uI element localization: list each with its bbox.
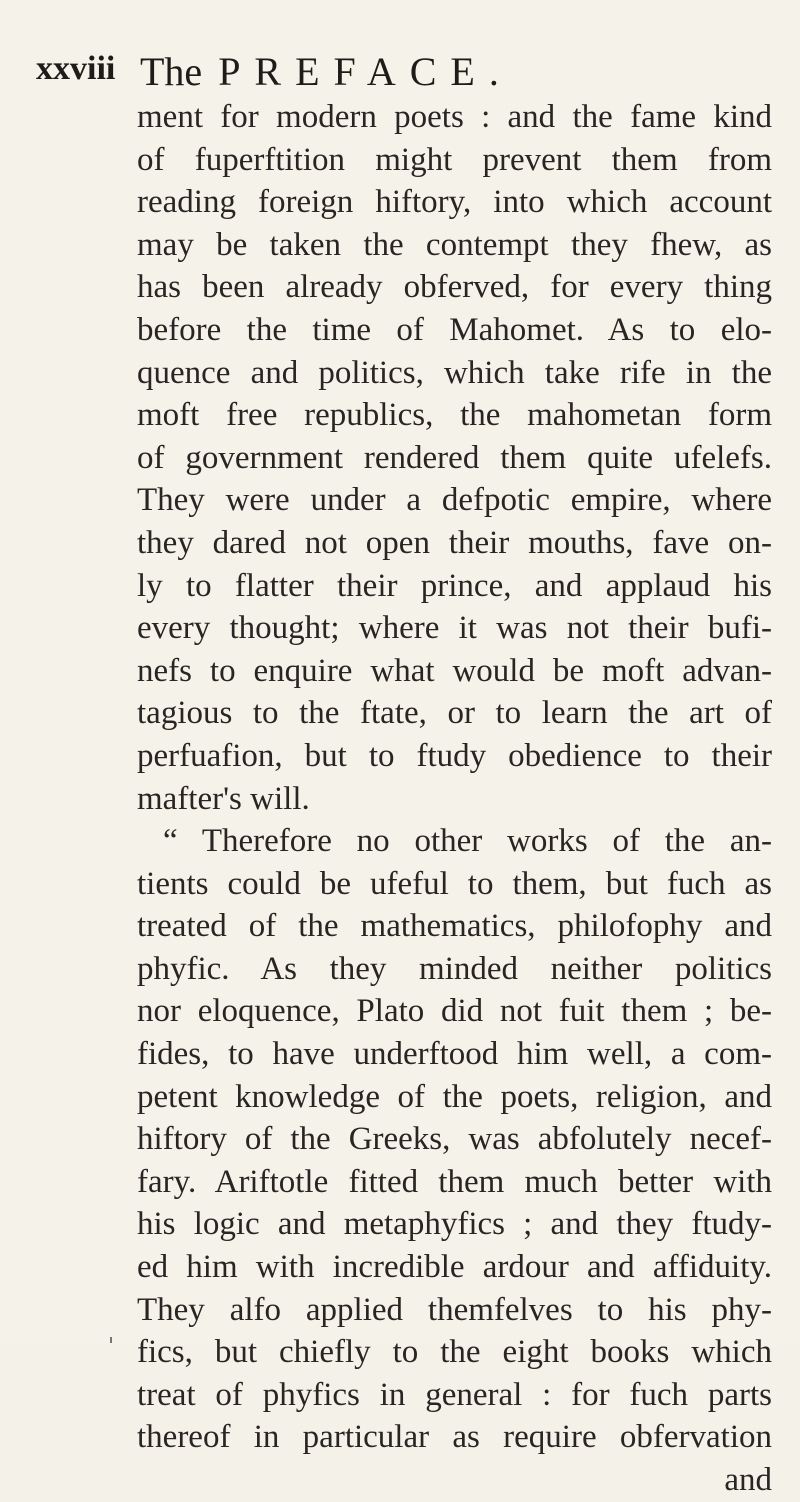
body-text: [137, 96, 772, 1502]
text-line: of fuperftition might prevent them from: [137, 141, 772, 178]
text-line: before the time of Mahomet. As to elo-: [137, 311, 772, 348]
page-header: [0, 48, 800, 94]
text-line: ed him with incredible ardour and affiduity.: [137, 1249, 772, 1286]
text-line: they dared not open their mouths, fave on-: [137, 524, 772, 561]
text-line: phyfic. As they minded neither politics: [137, 950, 772, 987]
paragraph-end-line: mafter's will.: [137, 780, 310, 817]
text-line: fics, but chiefly to the eight books which: [137, 1334, 772, 1371]
text-line: quence and politics, which take rife in the: [137, 354, 772, 391]
text-line: every thought; where it was not their bufi-: [137, 610, 772, 647]
text-line: ly to flatter their prince, and applaud his: [137, 567, 772, 604]
text-line: fides, to have underftood him well, a com-: [137, 1036, 772, 1073]
running-head: [140, 48, 513, 95]
text-line: thereof in particular as require obfervation: [137, 1419, 772, 1456]
text-line: treat of phyfics in general : for fuch parts: [137, 1376, 772, 1413]
page-number: xxviii: [36, 50, 116, 87]
text-line: nefs to enquire what would be moft advan-: [137, 652, 772, 689]
text-line: treated of the mathematics, philofophy and: [137, 908, 772, 945]
paragraph-start-line: “ Therefore no other works of the an-: [163, 823, 772, 860]
text-line: They alfo applied themfelves to his phy-: [137, 1291, 772, 1328]
text-line: They were under a defpotic empire, where: [137, 482, 772, 519]
text-line: perfuafion, but to ftudy obedience to their: [137, 737, 772, 774]
text-line: of government rendered them quite ufelefs.: [137, 439, 772, 476]
text-line: his logic and metaphyfics ; and they ftudy-: [137, 1206, 772, 1243]
text-line: tagious to the ftate, or to learn the art of: [137, 695, 772, 732]
text-line: petent knowledge of the poets, religion, and: [137, 1078, 772, 1115]
text-line: moft free republics, the mahometan form: [137, 397, 772, 434]
text-line: ment for modern poets : and the fame kind: [137, 99, 772, 135]
text-line: may be taken the contempt they fhew, as: [137, 226, 772, 263]
text-line: reading foreign hiftory, into which account: [137, 184, 772, 221]
running-head-title: PREFACE.: [218, 49, 513, 94]
text-line: tients could be ufeful to them, but fuch as: [137, 865, 772, 902]
text-line: hiftory of the Greeks, was abfolutely necef-: [137, 1121, 772, 1158]
text-line: fary. Ariftotle fitted them much better with: [137, 1163, 772, 1200]
text-line: nor eloquence, Plato did not fuit them ; be-: [137, 993, 772, 1030]
print-mark: [110, 1337, 112, 1343]
catchword: and: [724, 1462, 772, 1498]
text-line: has been already obferved, for every thing: [137, 269, 772, 306]
running-head-article: The: [140, 49, 203, 94]
